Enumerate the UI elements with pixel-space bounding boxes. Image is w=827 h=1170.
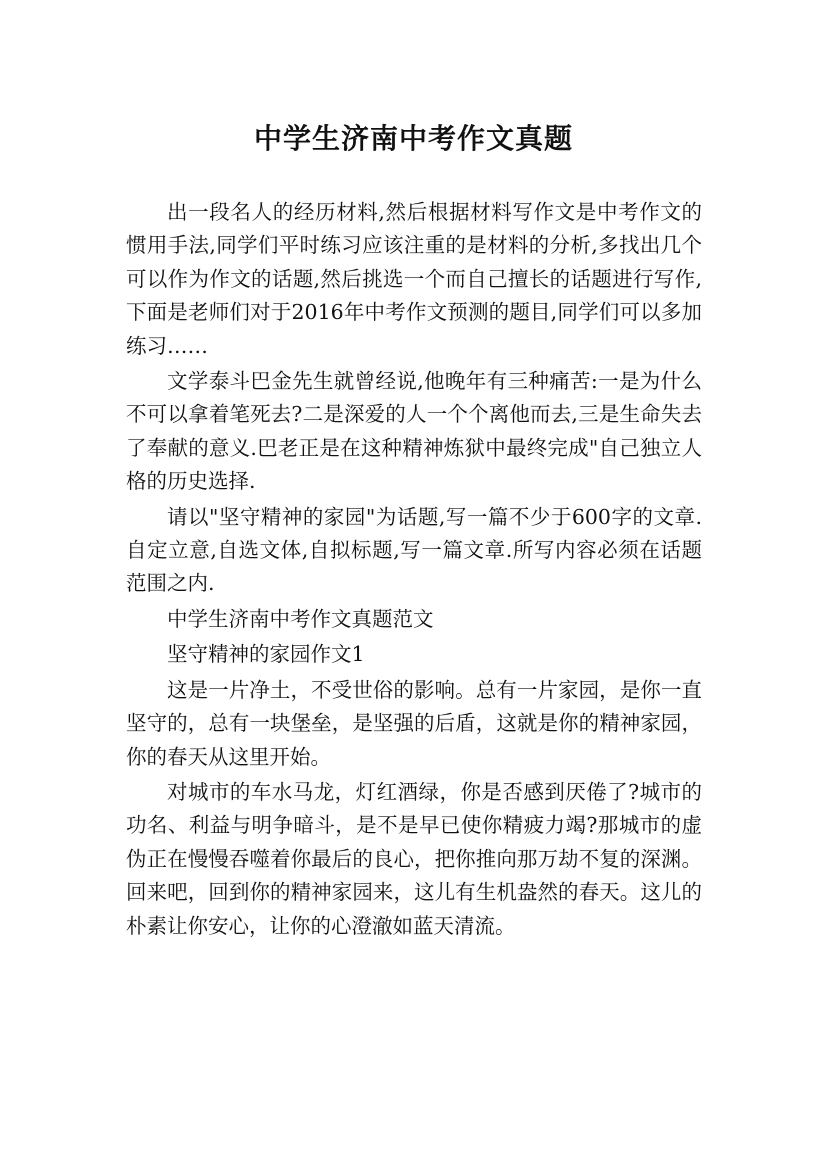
essay-heading: 坚守精神的家园作文1: [167, 642, 365, 667]
intro-paragraph: 出一段名人的经历材料,然后根据材料写作文是中考作文的惯用手法,同学们平时练习应该注重的是材料的分析,多找出几个可以作为作文的话题,然后挑选一个而自己擅长的话题进行写作,下面是老师们对于2016年中考作文预测的题目,同学们可以多加练习……: [126, 200, 702, 358]
sample-section-heading: 中学生济南中考作文真题范文: [167, 606, 434, 631]
essay-paragraph: 对城市的车水马龙，灯红酒绿，你是否感到厌倦了?城市的功名、利益与明争暗斗，是不是早已使你精疲力竭?那城市的虚伪正在慢慢吞噬着你最后的良心，把你推向那万劫不复的深渊。回来吧，回到你的精神家园来，这儿有生机盎然的春天。这儿的朴素让你安心，让你的心澄澈如蓝天清流。: [126, 779, 702, 938]
document-title: 中学生济南中考作文真题: [253, 121, 573, 155]
prompt-paragraph: 请以"坚守精神的家园"为话题,写一篇不少于600字的文章.自定立意,自选文体,自拟标题,写一篇文章.所写内容必须在话题范围之内.: [126, 504, 702, 596]
essay-paragraph: 这是一片净土，不受世俗的影响。总有一片家园，是你一直坚守的，总有一块堡垒，是坚强的后盾，这就是你的精神家园，你的春天从这里开始。: [126, 677, 702, 769]
document-body: [126, 196, 702, 943]
material-paragraph: 文学泰斗巴金先生就曾经说,他晚年有三种痛苦:一是为什么不可以拿着笔死去?二是深爱的人一个个离他而去,三是生命失去了奉献的意义.巴老正是在这种精神炼狱中最终完成"自己独立人格的历史选择.: [126, 369, 702, 494]
